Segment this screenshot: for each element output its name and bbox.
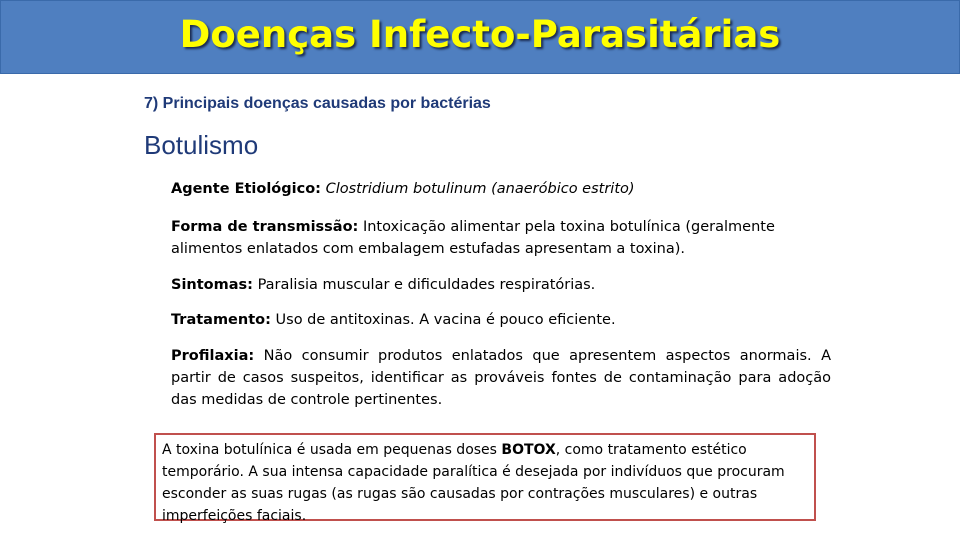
note-text-after: , como tratamento estético temporário. A sua intensa capacidade paralítica é desejada por indivíduos que procuram esconder as suas rugas (as rugas são causadas por contrações musculares) e outras imperfeições faciais.: [162, 442, 785, 524]
title-bar: [0, 0, 960, 74]
note-text-before: A toxina botulínica é usada em pequenas doses: [162, 442, 502, 458]
profilaxia-value: Não consumir produtos enlatados que apresentem aspectos anormais. A partir de casos suspeitos, identificar as prováveis fontes de contaminação para adoção das medidas de controle pertinentes.: [171, 348, 832, 408]
agente-etiologico-label: Agente Etiológico:: [171, 181, 321, 197]
tratamento-item: [171, 309, 831, 331]
forma-transmissao-value: Intoxicação alimentar pela toxina botulínica (geralmente alimentos enlatados com embalagem estufadas apresentam a toxina).: [171, 219, 775, 257]
forma-transmissao-item: [171, 216, 831, 260]
sintomas-label: Sintomas:: [171, 277, 253, 293]
agente-etiologico-item: [171, 178, 831, 200]
agente-etiologico-value: Clostridium botulinum (anaeróbico estrito): [325, 181, 635, 197]
botox-note-box: [154, 433, 816, 524]
sintomas-item: [171, 274, 831, 296]
tratamento-label: Tratamento:: [171, 312, 271, 328]
slide-title: Doenças Infecto-Parasitárias: [179, 12, 781, 56]
section-subtitle: 7) Principais doenças causadas por bactérias: [144, 95, 491, 112]
tratamento-value: Uso de antitoxinas. A vacina é pouco eficiente.: [275, 312, 616, 328]
forma-transmissao-label: Forma de transmissão:: [171, 219, 359, 235]
profilaxia-label: Profilaxia:: [171, 348, 255, 364]
sintomas-value: Paralisia muscular e dificuldades respiratórias.: [257, 277, 596, 293]
disease-heading: Botulismo: [144, 130, 259, 160]
profilaxia-item: [171, 345, 831, 411]
note-text-botox: BOTOX: [501, 442, 556, 458]
